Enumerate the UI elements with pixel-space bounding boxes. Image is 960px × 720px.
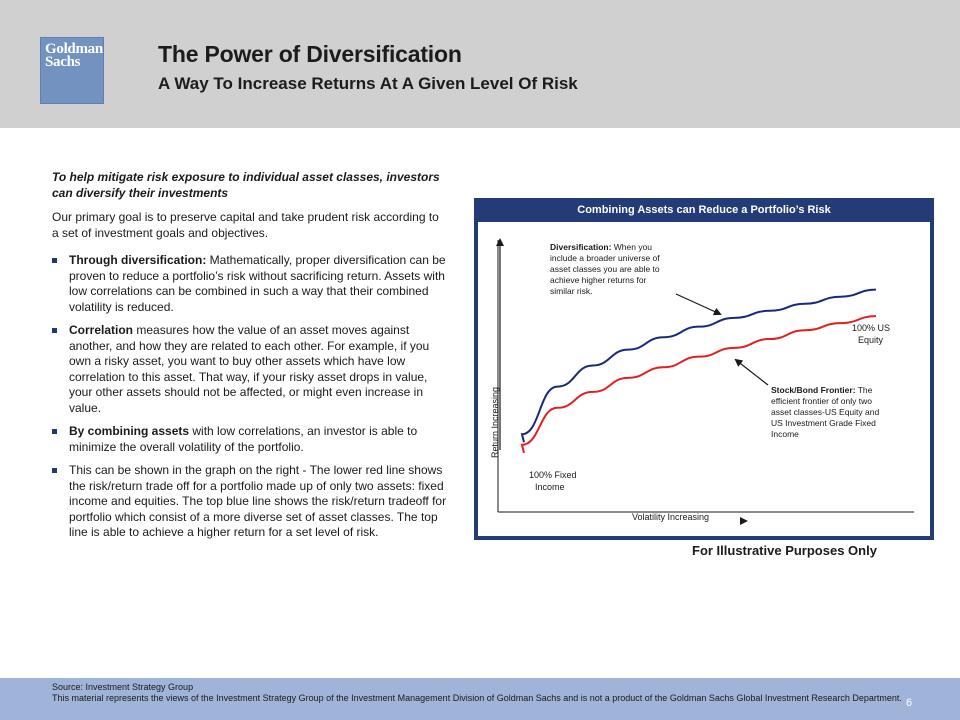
frontier-annotation [771,385,882,439]
frontier-line-3: asset classes-US Equity and [771,407,880,417]
fixed-label-line-2: Income [535,482,565,492]
chart-svg [478,222,930,536]
bullet-text: Mathematically, proper diversification can be proven to reduce a portfolio’s risk without sacrificing return. Assets with low correlations can be combined in such a way that their combined volatility is reduced. [69,253,446,314]
bullet-square-icon [52,468,57,473]
page-number: 6 [906,697,913,709]
diversification-lead: Diversification: [550,242,612,252]
header-band [0,0,960,128]
diversification-line-5: similar risk. [550,286,593,296]
frontier-line-2: efficient frontier of only two [771,396,872,406]
equity-label-line-2: Equity [858,335,884,345]
bullet-square-icon [52,429,57,434]
bullet-item [52,253,448,315]
bullet-text: This can be shown in the graph on the right - The lower red line shows the risk/return trade off for a portfolio made up of only two assets: fixed income and equities. The top blue line shows the risk/return tradeoff for portfolio which consist of a more diverse set of asset classes. The top line is able to achieve a higher return for a set level of risk. [69,463,447,539]
bullet-item [52,463,448,541]
equity-endpoint-label [852,323,893,345]
logo-line-1: Goldman [45,41,103,57]
intro-heading: To help mitigate risk exposure to individual asset classes, investors can diversify their investments [52,170,440,200]
page-title: The Power of Diversification [158,41,462,67]
intro-body: Our primary goal is to preserve capital and take prudent risk according to a set of investment goals and objectives. [52,210,439,240]
frontier-line-4: US Investment Grade Fixed [771,418,876,428]
bullet-item [52,424,448,455]
x-axis-label: Volatility Increasing [632,512,710,522]
y-axis-label: Return Increasing [490,386,500,458]
diversification-line-2: include a broader universe of [550,253,660,263]
left-text-column [52,170,448,549]
frontier-line-5: Income [771,429,799,439]
chart-frame [474,198,934,540]
bullet-item [52,323,448,416]
bullet-text: measures how the value of an asset moves against another, and how they are related to each other. For example, if you own a risky asset, you want to buy other assets which have low correlation to this asset. That way, if your risky asset drops in value, your other assets should not be affected, or might even increase in value. [69,323,430,415]
footer-band [0,678,960,720]
diversification-line-3: asset classes you are able to [550,264,660,274]
bullet-list [52,253,448,541]
footer-text [52,682,902,704]
bullet-square-icon [52,258,57,263]
illustrative-note: For Illustrative Purposes Only [692,543,877,558]
diversification-pointer-arrow [676,294,720,314]
frontier-line-1: The [855,385,873,395]
frontier-lead: Stock/Bond Frontier: [771,385,856,395]
bullet-lead: By combining assets [69,424,190,438]
frontier-pointer-arrow [736,360,768,385]
diversification-line-1: When you [611,242,653,252]
footer-source: Source: Investment Strategy Group [52,682,194,692]
goldman-sachs-logo [40,37,104,104]
diversification-line-4: achieve higher returns for [550,275,647,285]
fixed-label-line-1: 100% Fixed [529,470,577,480]
bullet-lead: Correlation [69,323,134,337]
bullet-square-icon [52,328,57,333]
equity-label-line-1: 100% US [852,323,891,333]
page-subtitle: A Way To Increase Returns At A Given Level Of Risk [158,74,578,93]
chart-panel [478,222,930,536]
bullet-text: with low correlations, an investor is able to minimize the overall volatility of the portfolio. [69,424,418,454]
bullet-lead: Through diversification: [69,253,207,267]
fixed-income-endpoint-label [529,470,579,492]
chart-title: Combining Assets can Reduce a Portfolio’s Risk [577,204,831,216]
footer-disclaimer: This material represents the views of the Investment Strategy Group of the Investment Management Division of Goldman Sachs and is not a product of the Goldman Sachs Global Investment Research Department. [52,693,902,703]
logo-line-2: Sachs [45,54,81,70]
diversification-annotation [550,242,662,296]
